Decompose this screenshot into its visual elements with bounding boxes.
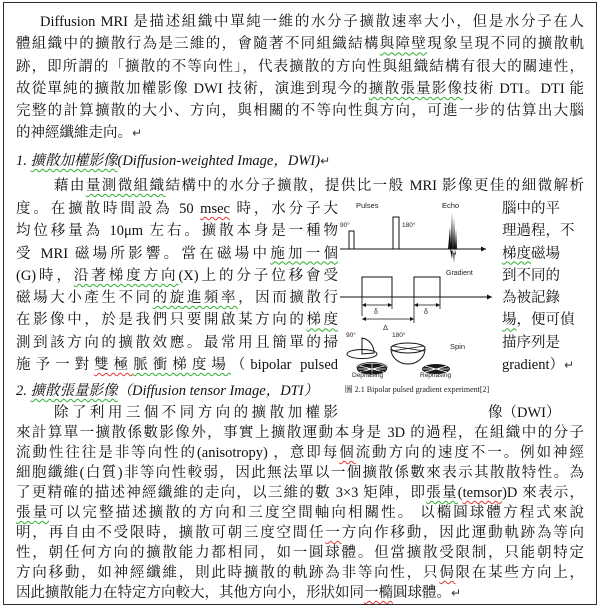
pulse-sequence-figure [336,197,498,397]
text-line: 體組織中的擴散行為是三維的，會隨著不同組織結構與障壁現象呈現不同的擴散軌 [16,36,585,53]
text-line: 細胞纖維(白質)非等向性較弱，因此無法單以一個擴散係數來表示其散散特性。為 [16,465,584,481]
text-line: 施予一對雙極脈衝梯度場（bipolar pulsed gradient）↵ [16,357,575,374]
text-line: 均位移量為 10μm 左右。擴散本身是一種物 理過程，不 [16,223,575,240]
intro-paragraph [16,11,584,145]
pulses-label: Pulses [356,201,379,210]
rf-180-pulse [393,217,399,249]
gradient-label: Gradient [446,270,473,277]
document-page [3,2,597,605]
text-line: 測到該方向的擴散效應。最常用且簡單的掃 描序列是 [16,334,560,351]
echo-signal [448,212,457,249]
text-line: 除了利用三個不同方向的擴散加權影 像（DWI） [54,405,561,421]
text-line: 跡，即所謂的「擴散的不等向性」，代表擴散的方向性與組織結構有很大的關連性， [16,58,584,75]
gradient-lobe-1 [362,277,392,297]
text-line: 明，再自由不受限時，擴散可朝三度空間任一方向作移動，因此運動軌跡為等向 [16,525,585,541]
text-line: 了更精確的描述神經纖維的走向，以三維的數 3×3 矩陣，即張量(temsor)D 來表示， [16,485,584,501]
text-line: 方向移動，如神經纖維，則此時擴散的軌跡為非等向性，只侷限在某些方向上， [16,565,585,581]
rephasing-label: Rephasing [420,372,452,379]
text-line: 張量可以完整描述擴散的方向和三度空間軸向相關性。 以橢圓球體方程式來說 [16,505,585,521]
pulse-sequence-diagram [336,197,498,375]
spin-rim-180 [391,343,425,353]
text-line: 流動性往往是非等向性的(anisotropy) ，意即每個流動方向的速度不一。例如神經 [16,445,585,461]
echo-label: Echo [442,201,460,210]
text-line: 來計算單一擴散係數影像外，事實上擴散運動本身是 3D 的過程，在組織中的分子 [16,425,584,441]
text-line: 因此擴散能力在特定方向較大，其他方向小，形狀如同一橢圓球體。↵ [16,585,462,601]
section2-first-line [16,402,584,424]
text-line: 磁場大小產生不同的旋進頻率，因而擴散行 為被記錄 [16,290,560,307]
figure-caption: 圖 2.1 Bipolar pulsed gradient experiment[2] [344,385,490,394]
spin-rim-cross [392,346,424,351]
text-line: 的神經纖維走向。↵ [16,125,143,142]
text-line: 性，朝任何方向的擴散能力都相同，如一圓球體。但當擴散受限制，只能朝特定 [16,545,584,561]
text-line: 度。在擴散時間設為 50 msec 時，水分子大 腦中的平 [16,201,560,217]
section1-wrapped-text [16,198,584,376]
text-line: 受 MRI 磁場所影響。當在磁場中施加一個 梯度磁場 [16,245,560,262]
text-line: (G)時，沿著梯度方向(X)上的分子位移會受 到不同的 [16,267,560,284]
rf-180-label: 180° [402,222,416,229]
text-line: 完整的計算擴散的大小、方向，與相關的不等向性與方向，可進一步的估算出大腦 [16,103,584,120]
delta1-label: δ [374,309,378,316]
spin-90-label: 90° [346,332,356,339]
gradient-lobe-2 [414,277,440,297]
rf-90-pulse [349,231,354,249]
text-line: Diffusion MRI 是描述組織中單純一維的水分子擴散速率大小，但是水分子在人 [40,14,584,30]
spin-180-label: 180° [392,332,406,339]
text-line: 藉由量測微組織結構中的水分子擴散，提供比一般 MRI 影像更佳的細微解析 [54,178,585,194]
spin-sail-90 [362,338,374,354]
section1-paragraph [16,175,584,197]
spin-label: Spin [450,342,466,351]
text-line: 在影像中，於是我們只要開啟某方向的梯度 場，便可偵 [16,312,575,329]
gradient-axis-arrow [487,295,492,300]
heading-dwi: 1. 擴散加權影像(Diffusion-weighted Image，DWI)↵ [16,153,331,169]
dephasing-label: Dephasing [352,372,384,379]
text-line: 故從單純的擴散加權影像 DWI 技術，演進到現今的擴散張量影像技術 DTI。DTI 能 [16,80,585,97]
rf-axis-arrow [481,247,486,252]
section2-paragraph [16,423,584,603]
rf-90-label: 90° [340,222,350,229]
delta2-label: δ [424,309,428,316]
echo-signal-lower [450,249,456,263]
big-delta-label: Δ [383,323,389,332]
heading-dti: 2. 擴散張量影像（Diffusion tensor Image，DTI） [16,383,319,399]
